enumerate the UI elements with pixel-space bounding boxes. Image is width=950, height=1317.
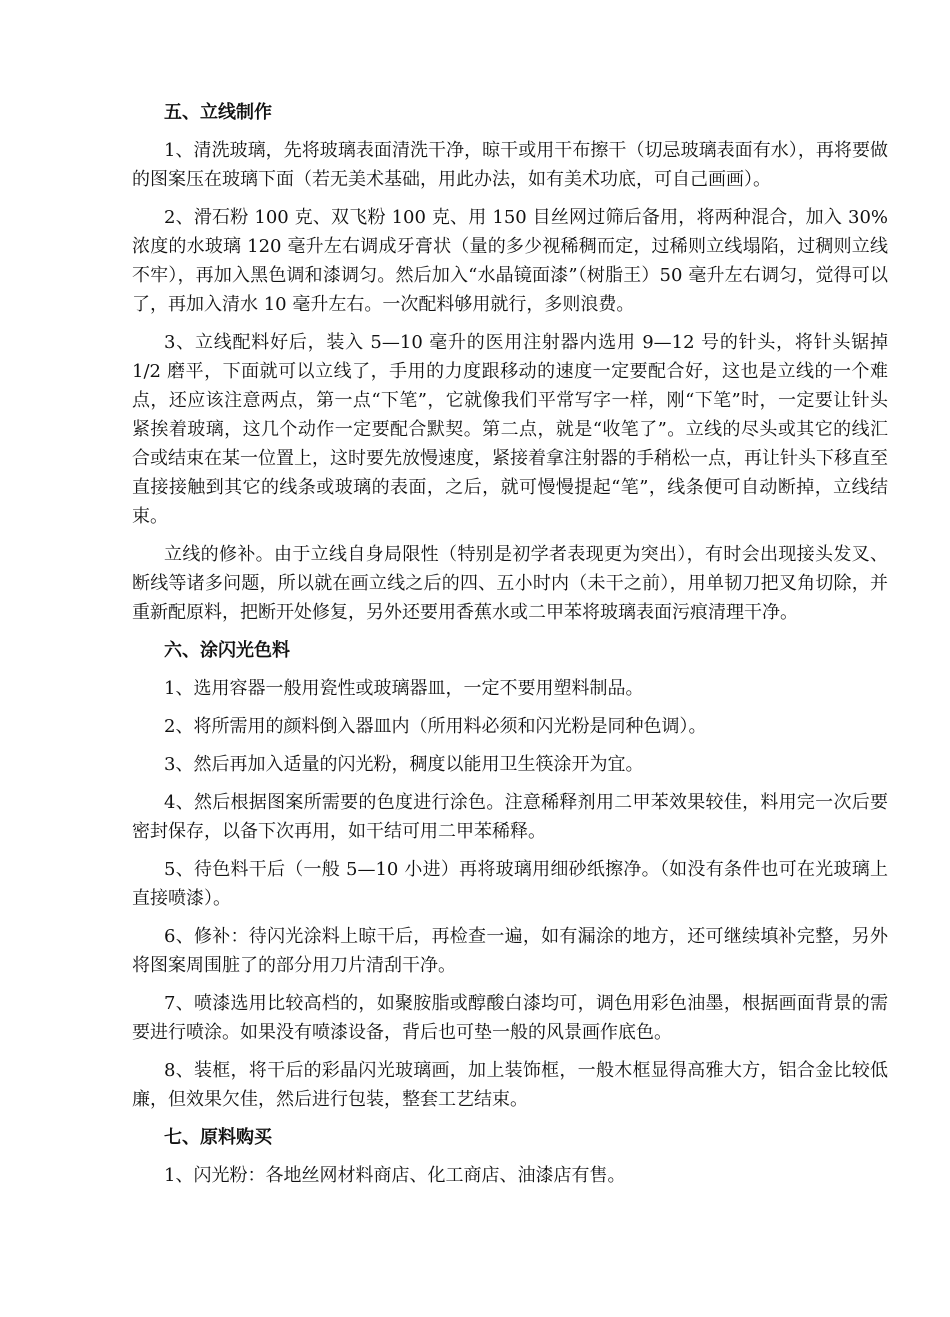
paragraph: 7、喷漆选用比较高档的，如聚胺脂或醇酸白漆均可，调色用彩色油墨，根据画面背景的需要进行喷涂。如果没有喷漆设备，背后也可垫一般的风景画作底色。 (132, 993, 888, 1043)
paragraph: 1、选用容器一般用瓷性或玻璃器皿，一定不要用塑料制品。 (164, 678, 644, 699)
paragraph: 4、然后根据图案所需要的色度进行涂色。注意稀释剂用二甲苯效果较佳，料用完一次后要密封保存，以备下次再用，如干结可用二甲苯稀释。 (132, 792, 888, 842)
paragraph: 2、滑石粉 100 克、双飞粉 100 克、用 150 目丝网过筛后备用，将两种混合，加入 30%浓度的水玻璃 120 毫升左右调成牙膏状（量的多少视稀稠而定，过稀则立线塌陷，过稠则立线不牢），再加入黑色调和漆调匀。然后加入“水晶镜面漆”（树脂王）50 毫升左右调匀，觉得可以了，再加入清水 10 毫升左右。一次配料够用就行，多则浪费。 (132, 207, 888, 315)
section-heading-5: 五、立线制作 (164, 102, 272, 123)
paragraph: 3、立线配料好后，装入 5—10 毫升的医用注射器内选用 9—12 号的针头，将针头锯掉 1/2 磨平，下面就可以立线了，手用的力度跟移动的速度一定要配合好，这也是立线的一个难点，还应该注意两点，第一点“下笔”，它就像我们平常写字一样，刚“下笔”时，一定要让针头紧挨着玻璃，这几个动作一定要配合默契。第二点，就是“收笔了”。立线的尽头或其它的线汇合或结束在某一位置上，这时要先放慢速度，紧接着拿注射器的手稍松一点，再让针头下移直至直接接触到其它的线条或玻璃的表面，之后，就可慢慢提起“笔”，线条便可自动断掉，立线结束。 (132, 332, 888, 527)
paragraph: 8、装框，将干后的彩晶闪光玻璃画，加上装饰框，一般木框显得高雅大方，铝合金比较低廉，但效果欠佳，然后进行包装，整套工艺结束。 (132, 1060, 888, 1110)
paragraph: 1、闪光粉：各地丝网材料商店、化工商店、油漆店有售。 (164, 1165, 626, 1186)
paragraph: 立线的修补。由于立线自身局限性（特别是初学者表现更为突出），有时会出现接头发叉、断线等诸多问题，所以就在画立线之后的四、五小时内（未干之前），用单韧刀把叉角切除，并重新配原料，把断开处修复，另外还要用香蕉水或二甲苯将玻璃表面污痕清理干净。 (132, 544, 888, 623)
section-heading-6: 六、涂闪光色料 (164, 640, 290, 661)
paragraph: 5、待色料干后（一般 5—10 小进）再将玻璃用细砂纸擦净。（如没有条件也可在光玻璃上直接喷漆）。 (132, 859, 888, 909)
paragraph: 2、将所需用的颜料倒入器皿内（所用料必须和闪光粉是同种色调）。 (164, 716, 707, 737)
paragraph: 6、修补：待闪光涂料上晾干后，再检查一遍，如有漏涂的地方，还可继续填补完整，另外将图案周围脏了的部分用刀片清刮干净。 (132, 926, 888, 976)
document-body (132, 98, 888, 1199)
paragraph: 3、然后再加入适量的闪光粉，稠度以能用卫生筷涂开为宜。 (164, 754, 644, 775)
section-heading-7: 七、原料购买 (164, 1127, 272, 1148)
paragraph: 1、清洗玻璃，先将玻璃表面清洗干净，晾干或用干布擦干（切忌玻璃表面有水），再将要做的图案压在玻璃下面（若无美术基础，用此办法，如有美术功底，可自己画画）。 (132, 140, 888, 190)
